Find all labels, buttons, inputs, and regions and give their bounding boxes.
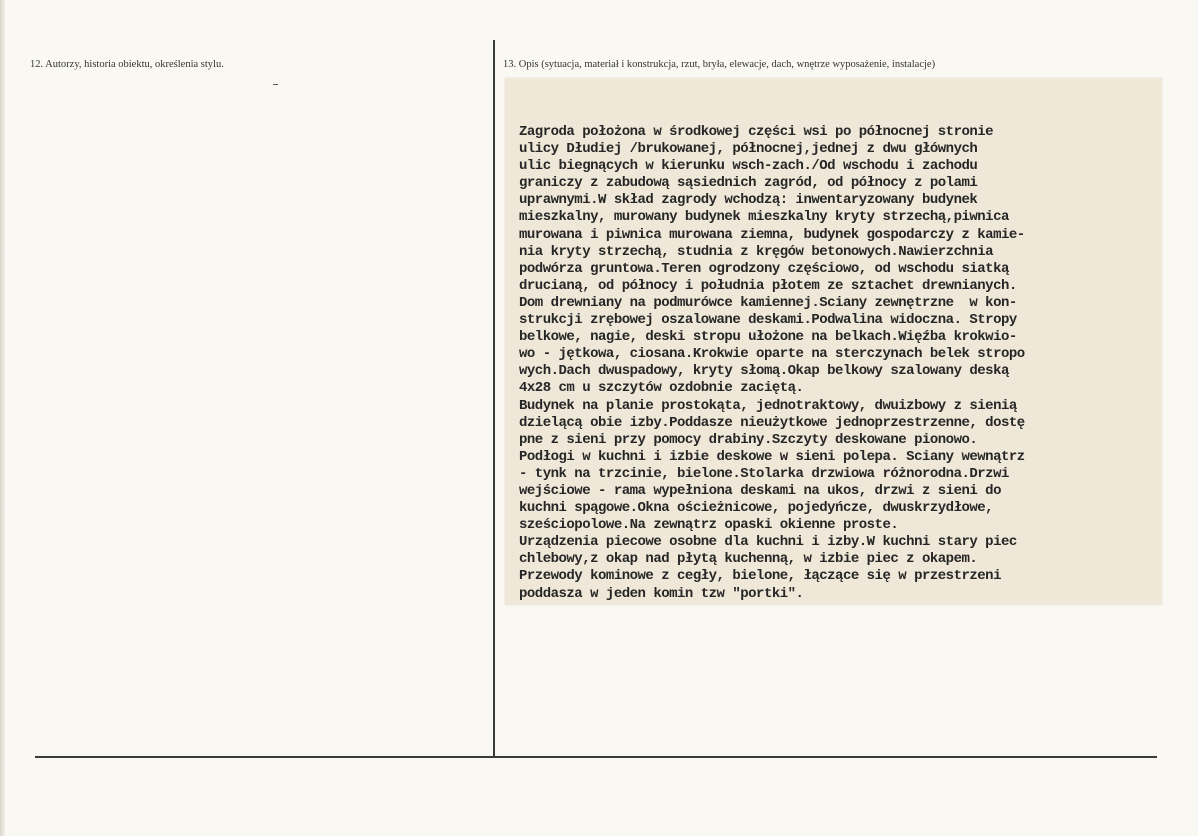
typed-line: wejściowe - rama wypełniona deskami na ukos, drzwi z sieni do xyxy=(519,482,1001,499)
typed-line: belkowe, nagie, deski stropu ułożone na belkach.Więźba krokwio- xyxy=(519,329,1017,346)
typed-line: Przewody kominowe z cegły, bielone, łączące się w przestrzeni xyxy=(519,568,1001,585)
vertical-divider xyxy=(493,40,495,756)
pasted-typewritten-card xyxy=(505,78,1162,605)
horizontal-divider xyxy=(35,756,1157,758)
typed-line: dzielącą obie izby.Poddasze nieużytkowe jednoprzestrzenne, dostę xyxy=(519,414,1025,431)
section-12-heading: 12. Autorzy, historia obiektu, określenia stylu. xyxy=(30,59,224,70)
typed-line: Podłogi w kuchni i izbie deskowe w sieni polepa. Sciany wewnątrz xyxy=(519,448,1025,465)
typed-line: Zagroda położona w środkowej części wsi po północnej stronie xyxy=(519,124,994,140)
typed-line: drucianą, od północy i południa płotem ze sztachet drewnianych. xyxy=(519,277,1017,294)
typed-line: - tynk na trzcinie, bielone.Stolarka drzwiowa różnorodna.Drzwi xyxy=(519,465,1009,482)
typed-line: Budynek na planie prostokąta, jednotraktowy, dwuizbowy z sienią xyxy=(519,397,1017,414)
typewritten-description xyxy=(519,124,1161,603)
typed-line: sześciopolowe.Na zewnątrz opaski okienne proste. xyxy=(519,517,899,534)
typed-line: 4x28 cm u szczytów ozdobnie zaciętą. xyxy=(519,380,804,397)
typed-line: Urządzenia piecowe osobne dla kuchni i izby.W kuchni stary piec xyxy=(519,534,1017,551)
typed-line: kuchni spągowe.Okna ościeżnicowe, pojedyńcze, dwuskrzydłowe, xyxy=(519,500,994,517)
typed-line: chlebowy,z okap nad płytą kuchenną, w izbie piec z okapem. xyxy=(519,551,978,568)
typed-line: ulicy Dłudiej /brukowanej, północnej,jednej z dwu głównych xyxy=(519,141,978,158)
page-binding-edge xyxy=(0,0,5,836)
typed-line: murowana i piwnica murowana ziemna, budynek gospodarczy z kamie- xyxy=(519,226,1025,243)
pencil-mark xyxy=(273,84,278,85)
typed-line: nia kryty strzechą, studnia z kręgów betonowych.Nawierzchnia xyxy=(519,243,994,260)
typed-line: wych.Dach dwuspadowy, kryty słomą.Okap belkowy szalowany deską xyxy=(519,363,1009,380)
section-13-heading: 13. Opis (sytuacja, materiał i konstrukcja, rzut, bryła, elewacje, dach, wnętrze wyposażenie, instalacje) xyxy=(503,59,936,70)
typed-line: strukcji zrębowej oszalowane deskami.Podwalina widoczna. Stropy xyxy=(519,312,1017,329)
typed-line: mieszkalny, murowany budynek mieszkalny kryty strzechą,piwnica xyxy=(519,209,1009,226)
typed-line: graniczy z zabudową sąsiednich zagród, od północy z polami xyxy=(519,175,978,192)
typed-line: podwórza gruntowa.Teren ogrodzony częściowo, od wschodu siatką xyxy=(519,260,1009,277)
typed-line: Dom drewniany na podmurówce kamiennej.Sciany zewnętrzne w kon- xyxy=(519,294,1017,311)
typed-line: wo - jętkowa, ciosana.Krokwie oparte na sterczynach belek stropo xyxy=(519,346,1025,363)
typed-line: poddasza w jeden komin tzw "portki". xyxy=(519,585,804,602)
typed-line: uprawnymi.W skład zagrody wchodzą: inwentaryzowany budynek xyxy=(519,192,978,209)
typed-line: pne z sieni przy pomocy drabiny.Szczyty deskowane pionowo. xyxy=(519,431,978,448)
typed-line: ulic biegnących w kierunku wsch-zach./Od wschodu i zachodu xyxy=(519,158,978,175)
